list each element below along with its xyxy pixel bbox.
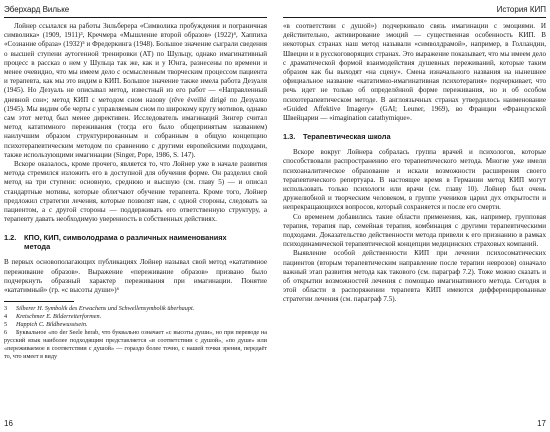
- page-body: [283, 22, 546, 412]
- right-page: [283, 0, 546, 432]
- paragraph: Со временем добавились такие области применения, как, например, групповая терапия, терапия пар, семейная терапия, комбинация с другими терапевтическими подходами. Доказательство действенности метода привели к его признанию в рамках психодинамической терапевтической концепции медицинских страховых компаний.: [283, 212, 546, 249]
- section-number: 1.2.: [4, 233, 17, 243]
- footnote-rule: [4, 301, 74, 302]
- footnote: 4 Kretschmer E. Bilderreiterformen.: [4, 313, 102, 321]
- section-title: КПО, КИП, символодрама о различных наименованиях: [24, 233, 227, 243]
- page-number: 17: [537, 419, 546, 428]
- left-page: [4, 0, 267, 432]
- paragraph: Лойнер ссылался на работы Зильберера «Символика пробуждения и пограничная символика» (1909, 1911)³, Кречмера «Мышление второй образов» (1922)⁴, Хаппиха «Сознание образа» (1932)⁵ и Фредеркинга (1948). Большое значение сыграли сведения о высшей ступени аутогенной тренировки (АТ) по Шульцу, однако имагинативный процесс в рассказ о нем у Шульца так же, как и у Юнга, разнесены по времени и менее очевидно, что мы имеем дело с осмысленным творческим процессом пациента и терапевта, как мы это видим в КИП. Большое значение также имела работа Дезуаля (1945). Но Дезуаль не описывал метод, известный из его работ — «Направленный дневной сон»; метод КИП с методом сном назову (rêve éveillé dirigé по Дезуалю (1945). Мы видим обе черты с управляемым сном по широкому кругу мотивов, однако сам этот метод был менее директивен. Исследователь имагинаций Зингер считал метод кататимного переживания (тогда его было общепринятым названием) наилучшим образом структурированным и собранным в общую концепцию психотерапевтическим методом по сравнению с другими европейскими подходами, также использующими имагинации (Singer, Pope, 1986, S. 147).: [4, 22, 267, 159]
- running-head-title: История КИП: [496, 5, 546, 14]
- footnote: 6 Буквальное «по der Seele herab, что буквально означает «с высоты души», но при переводе на русский язык наиболее подходящим представляется «в соответствии с душой», «по душе» или «переживаемое в соответствии с душой» — гораздо более точно, с нашей точки зрения, передаёт то, что имеет в виду: [4, 329, 267, 361]
- section-title-continued: метода: [24, 242, 51, 252]
- section-heading: [4, 233, 267, 251]
- paragraph: Вскоре оказалось, кроме прочего, является то, что Лойнер уже в начале развития метода стремился изложить его в доступной для обучения форме. Он разделил свой метод на три ступени: основную, среднюю и высшую (см. главу 5) — и описал стандартные мотивы, которые облегчают обучение терапевта. Кроме того, Лойнер предложил стратегии лечения, которые позволят нам, с одной стороны, следовать за пациентом, а с другой стороны — поддерживать его ответственную структуру, а терапевту давать необходимую уверенность в собственных действиях.: [4, 160, 267, 224]
- footnote: 3 Silberer H. Symbolik des Erwachens und Schwellensymbolik überhaupt.: [4, 305, 195, 313]
- paragraph: «в соответствии с душой») подчеркивало связь имагинации с эмоциями. И действительно, активирование эмоций — существенная особенность КИП. В некоторых странах наш метод называли «символдрамой», например, в Голландии, Швеции и в русскоговорящих странах. Это выражение показывает, что мы имеем дело с драматической формой взаимодействия душевных переживаний, которые таким образом как бы выходят «на сцену». Смена изначального названия на нынешнее официальное название «кататимно-имагинативная психотерапия» подчеркивает, что речь идет не только об определённой форме переживания, но и об особом психотерапевтическом методе. В англоязычных странах утвердилось наименование «Guided Affektive Imagery» (GAI; Leuner, 1969), во Франции «Французской Швейцарии — «imagination catathymique».: [283, 22, 546, 123]
- section-title: Терапевтическая школа: [303, 132, 391, 142]
- section-heading: [283, 132, 546, 141]
- page-number: 16: [4, 419, 13, 428]
- footnote: 5 Happich C. Bildbewusstsein.: [4, 321, 88, 329]
- paragraph: Выявление особой действенности КИП при лечении психосоматических пациентов (вторым терапевтическим направление после терапии неврозов) означало важный этап развития метода как такового (см. параграф 7.2). Тоже можно сказать и об открытии возможностей лечения с помощью имагинативного метода. Сегодня в этой области в распоряжении терапевта КИП имеются дифференцированные стратегии лечения (см. параграф 7.5).: [283, 249, 546, 304]
- section-number: 1.3.: [283, 132, 296, 142]
- running-head: [4, 3, 267, 18]
- paragraph: В первых основополагающих публикациях Лойнер называл свой метод «кататимное переживание образов». Выражение «переживание образов» призвано было подчеркнуть образный характер переживания при имагинации. Понятие «кататимный» (гр. «с высоты души»)⁶: [4, 258, 267, 295]
- running-head: [283, 3, 546, 18]
- running-head-author: Эберхард Вильке: [4, 5, 70, 14]
- page-body: [4, 22, 267, 412]
- paragraph: Вскоре вокруг Лойнера собралась группа врачей и психологов, которые способствовали распространению его терапевтического метода. Многие уже имели психоаналитическое образование и искали возможности расширения своего терапевтического репертуара. В настоящее время в Германии метод КИП могут использовать только психологи или врачи (см. главу 10). Лойнер был очень дружелюбной и творческим человеком, в группе учеников царил дух открытости и непрекращающихся вопросов, который сохраняется и после его смерти.: [283, 148, 546, 212]
